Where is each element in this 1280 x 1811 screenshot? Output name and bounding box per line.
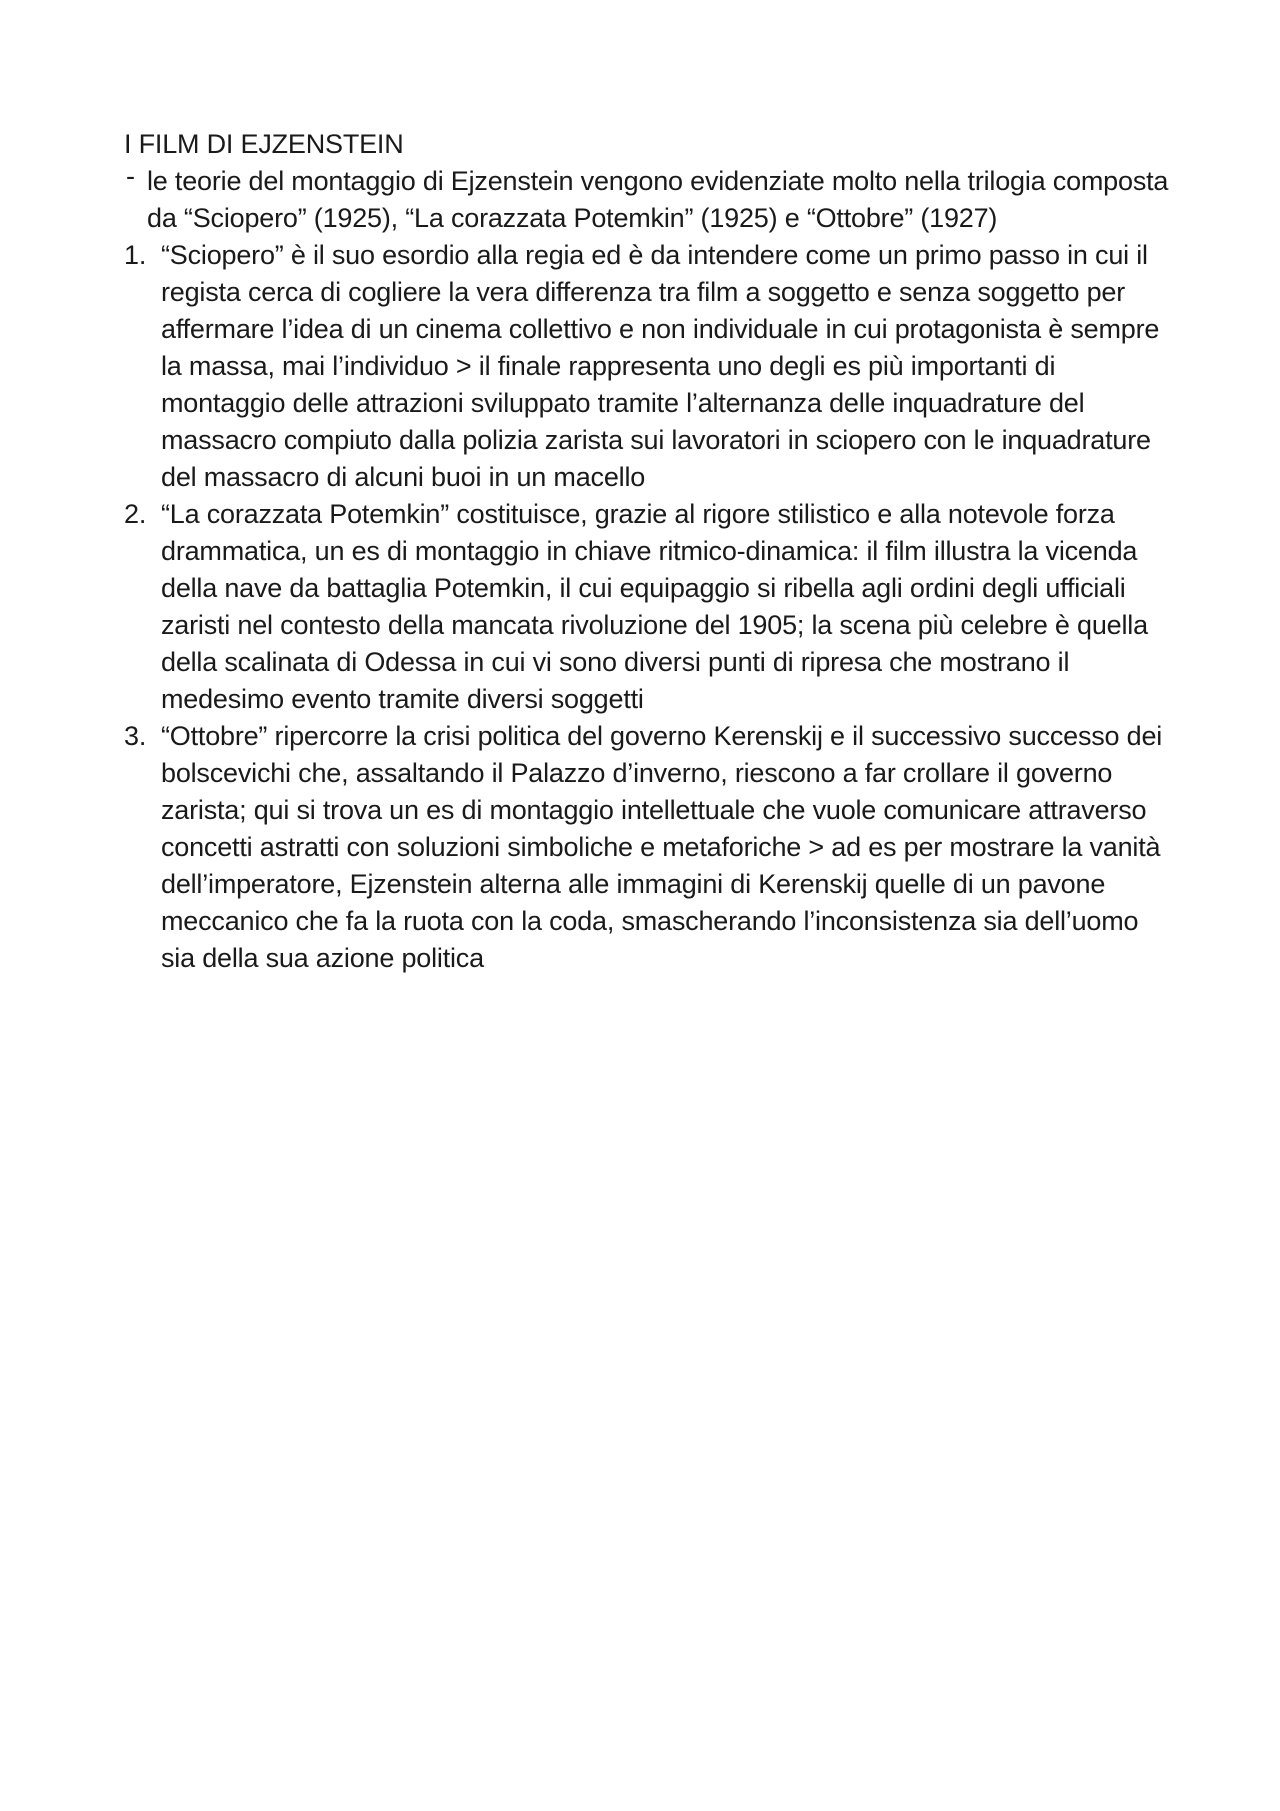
list-item-potemkin bbox=[124, 496, 1174, 718]
intro-text: le teorie del montaggio di Ejzenstein vengono evidenziate molto nella trilogia composta da “Sciopero” (1925), “La corazzata Potemkin” (1925) e “Ottobre” (1927) bbox=[147, 166, 1169, 233]
list-item-text: “La corazzata Potemkin” costituisce, grazie al rigore stilistico e alla notevole forza drammatica, un es di montaggio in chiave ritmico-dinamica: il film illustra la vicenda della nave da battaglia Potemkin, il cui equipaggio si ribella agli ordini degli ufficiali zaristi nel contesto della mancata rivoluzione del 1905; la scena più celebre è quella della scalinata di Odessa in cui vi sono diversi punti di ripresa che mostrano il medesimo evento tramite diversi soggetti bbox=[161, 499, 1148, 714]
list-item-text: “Sciopero” è il suo esordio alla regia ed è da intendere come un primo passo in cui il regista cerca di cogliere la vera differenza tra film a soggetto e senza soggetto per affermare l’idea di un cinema collettivo e non individuale in cui protagonista è sempre la massa, mai l’individuo > il finale rappresenta uno degli es più importanti di montaggio delle attrazioni sviluppato tramite l’alternanza delle inquadrature del massacro compiuto dalla polizia zarista sui lavoratori in sciopero con le inquadrature del massacro di alcuni buoi in un macello bbox=[161, 240, 1160, 492]
document-title: I FILM DI EJZENSTEIN bbox=[124, 129, 404, 159]
list-number: 2. bbox=[124, 499, 147, 529]
list-number: 3. bbox=[124, 721, 147, 751]
intro-bullet bbox=[124, 163, 1174, 237]
bullet-marker: - bbox=[126, 161, 135, 191]
list-item-sciopero bbox=[124, 237, 1174, 496]
list-item-ottobre bbox=[124, 718, 1174, 977]
document-content bbox=[124, 126, 1174, 977]
list-number: 1. bbox=[124, 240, 147, 270]
list-item-text: “Ottobre” ripercorre la crisi politica del governo Kerenskij e il successivo successo dei bolscevichi che, assaltando il Palazzo d’inverno, riescono a far crollare il governo zarista; qui si trova un es di montaggio intellettuale che vuole comunicare attraverso concetti astratti con soluzioni simboliche e metaforiche > ad es per mostrare la vanità dell’imperatore, Ejzenstein alterna alle immagini di Kerenskij quelle di un pavone meccanico che fa la ruota con la coda, smascherando l’inconsistenza sia dell’uomo sia della sua azione politica bbox=[161, 721, 1163, 973]
